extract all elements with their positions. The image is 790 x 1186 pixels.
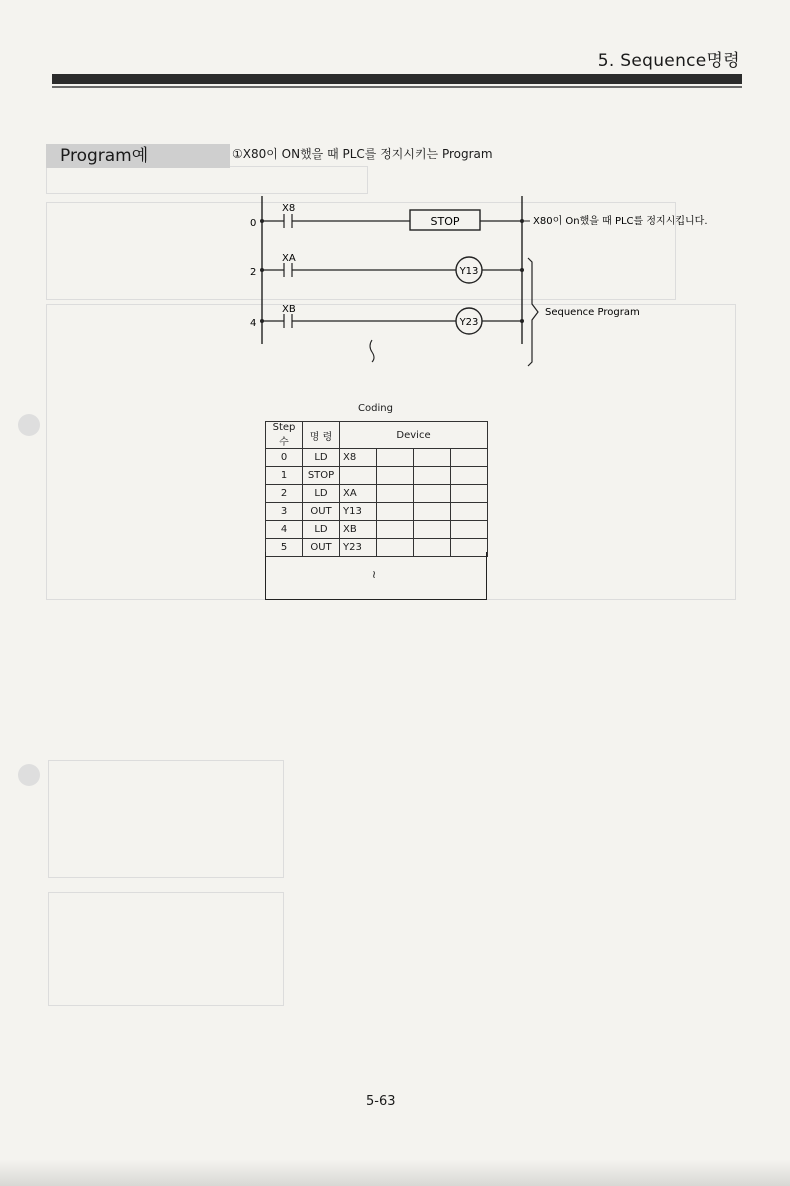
command-cell: LD	[303, 449, 340, 467]
step-cell: 5	[266, 539, 303, 557]
coil-y23-label: Y23	[459, 317, 479, 328]
blank-cell	[414, 521, 451, 539]
step-cell: 0	[266, 449, 303, 467]
command-cell: LD	[303, 485, 340, 503]
rung-4-contact-label: XB	[282, 304, 296, 315]
device-cell: XB	[340, 521, 377, 539]
coding-table	[265, 421, 488, 557]
blank-cell	[377, 467, 414, 485]
blank-cell	[451, 449, 488, 467]
rung-0-contact-label: X8	[282, 203, 296, 214]
header-step: Step수	[266, 422, 303, 449]
table-row	[266, 449, 488, 467]
blank-cell	[377, 449, 414, 467]
command-cell: OUT	[303, 503, 340, 521]
ghost-table-lower1	[48, 760, 284, 878]
device-cell: Y23	[340, 539, 377, 557]
rung-2	[260, 257, 524, 283]
device-cell: XA	[340, 485, 377, 503]
rung-4	[260, 308, 524, 334]
stop-instruction: STOP	[430, 215, 460, 228]
header-command: 명 령	[303, 422, 340, 449]
sequence-program-label: Sequence Program	[545, 307, 640, 318]
blank-cell	[414, 449, 451, 467]
rung-4-step: 4	[250, 318, 257, 329]
blank-cell	[414, 503, 451, 521]
sequence-bracket	[528, 258, 538, 366]
rung-0-step: 0	[250, 218, 257, 229]
command-cell: LD	[303, 521, 340, 539]
ghost-punch-hole-2	[18, 764, 40, 786]
blank-cell	[377, 521, 414, 539]
blank-cell	[414, 467, 451, 485]
chapter-title: 5. Sequence명령	[597, 51, 740, 71]
coding-header-row	[266, 422, 488, 449]
rung-2-contact-label: XA	[282, 253, 296, 264]
blank-cell	[451, 485, 488, 503]
ladder-diagram	[0, 0, 790, 400]
rung-0	[260, 210, 530, 230]
coil-y13-label: Y13	[459, 266, 479, 277]
command-cell: STOP	[303, 467, 340, 485]
blank-cell	[377, 485, 414, 503]
table-row	[266, 521, 488, 539]
blank-cell	[451, 467, 488, 485]
rung-2-step: 2	[250, 267, 257, 278]
blank-cell	[414, 485, 451, 503]
step-cell: 1	[266, 467, 303, 485]
stop-comment: X80이 On했을 때 PLC를 정지시킵니다.	[533, 216, 708, 227]
step-cell: 4	[266, 521, 303, 539]
blank-cell	[451, 503, 488, 521]
ladder-continuation-mark	[370, 340, 374, 362]
blank-cell	[377, 503, 414, 521]
step-cell: 3	[266, 503, 303, 521]
example-label: Program예	[46, 144, 230, 168]
coding-table-continuation	[265, 552, 487, 600]
table-row	[266, 503, 488, 521]
table-row	[266, 467, 488, 485]
command-cell: OUT	[303, 539, 340, 557]
page-number: 5-63	[366, 1094, 396, 1109]
ghost-table-lower2	[48, 892, 284, 1006]
coding-continuation-mark: ≀	[372, 568, 377, 581]
step-cell: 2	[266, 485, 303, 503]
scan-bottom-shadow	[0, 1160, 790, 1186]
device-cell: Y13	[340, 503, 377, 521]
blank-cell	[451, 521, 488, 539]
header-device: Device	[340, 422, 488, 449]
ghost-punch-hole-1	[18, 414, 40, 436]
device-cell	[340, 467, 377, 485]
device-cell: X8	[340, 449, 377, 467]
example-description: ①X80이 ON했을 때 PLC를 정지시키는 Program	[232, 147, 493, 161]
coding-title: Coding	[358, 403, 393, 414]
table-row	[266, 485, 488, 503]
